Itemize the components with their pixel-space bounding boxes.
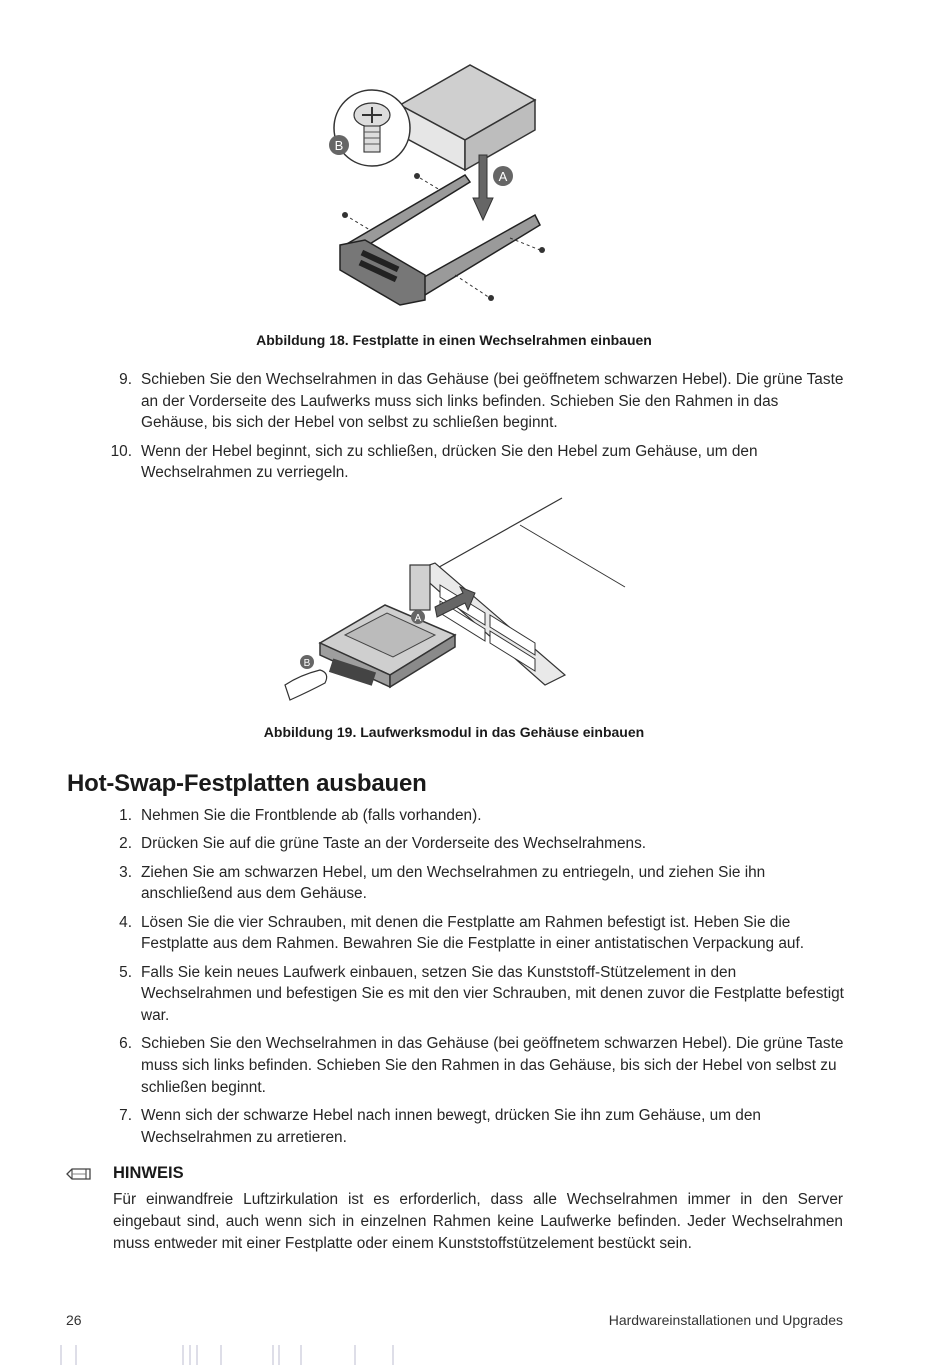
list-item (108, 805, 848, 827)
step-number: 6. (119, 1035, 132, 1053)
step-text: Schieben Sie den Wechselrahmen in das Gehäuse (bei geöffnetem schwarzen Hebel). Die grüne Taste muss sich links befinden. Schieben Sie den Rahmen in das Gehäuse, bis sich der Hebel von selbst zu schließen beginnt. (141, 1035, 844, 1096)
step-number: 10. (110, 442, 132, 460)
step-number: 1. (119, 807, 132, 824)
list-item (108, 441, 848, 484)
step-text: Wenn sich der schwarze Hebel nach innen bewegt, drücken Sie ihn zum Gehäuse, um den Wechselrahmen zu arretieren. (141, 1106, 761, 1146)
step-text: Lösen Sie die vier Schrauben, mit denen die Festplatte am Rahmen befestigt ist. Heben Sie die Festplatte aus dem Rahmen. Bewahren Sie die Festplatte in einer antistatischen Verpackung auf. (141, 913, 805, 953)
step-number: 2. (119, 835, 132, 853)
pencil-icon (66, 1166, 92, 1182)
figure-19-label-b: B (303, 658, 311, 669)
install-steps-list (108, 369, 848, 484)
list-item (108, 962, 848, 1027)
step-text: Nehmen Sie die Frontblende ab (falls vorhanden). (141, 807, 482, 824)
figure-18-caption: Abbildung 18. Festplatte in einen Wechselrahmen einbauen (256, 332, 652, 348)
step-text: Drücken Sie auf die grüne Taste an der Vorderseite des Wechselrahmens. (141, 835, 647, 853)
step-number: 5. (119, 963, 132, 981)
list-item (108, 862, 848, 905)
step-text: Ziehen Sie am schwarzen Hebel, um den Wechselrahmen zu entriegeln, und ziehen Sie ihn anschließend aus dem Gehäuse. (141, 863, 766, 903)
step-text: Falls Sie kein neues Laufwerk einbauen, setzen Sie das Kunststoff-Stützelement in den Wechselrahmen und befestigen Sie es mit den vier Schrauben, mit denen zuvor die Festplatte befestigt war. (141, 963, 844, 1024)
list-item (108, 1033, 848, 1098)
figure-19-label-a: A (414, 613, 422, 624)
note-title: HINWEIS (113, 1164, 184, 1182)
figure-18-label-b: B (334, 138, 344, 153)
figure-18-label-a: A (498, 169, 508, 184)
footer-section-title: Hardwareinstallationen und Upgrades (608, 1312, 843, 1328)
step-text: Wenn der Hebel beginnt, sich zu schließen, drücken Sie den Hebel zum Gehäuse, um den Wechselrahmen zu verriegeln. (141, 442, 758, 482)
list-item (108, 1105, 848, 1148)
figure-19-illustration (275, 495, 635, 710)
step-number: 3. (119, 863, 132, 881)
list-item (108, 912, 848, 955)
figure-19-caption: Abbildung 19. Laufwerksmodul in das Gehäuse einbauen (263, 724, 645, 740)
remove-steps-list (108, 805, 848, 1148)
note-text: Für einwandfreie Luftzirkulation ist es erforderlich, dass alle Wechselrahmen immer in den Server eingebaut sind, auch wenn sich in einzelnen Rahmen keine Laufwerke befinden. Jeder Wechselrahmen muss entweder mit einer Festplatte oder einem Kunststoffstützelement bestückt sein. (113, 1191, 843, 1252)
page-number: 26 (66, 1312, 82, 1328)
section-heading: Hot-Swap-Festplatten ausbauen (67, 770, 427, 797)
list-item (108, 369, 848, 434)
step-number: 9. (119, 371, 132, 388)
figure-18-illustration (325, 60, 555, 310)
step-number: 7. (119, 1106, 132, 1124)
scan-marks (55, 1345, 415, 1367)
step-number: 4. (119, 913, 132, 931)
step-text: Schieben Sie den Wechselrahmen in das Gehäuse (bei geöffnetem schwarzen Hebel). Die grüne Taste an der Vorderseite des Laufwerks muss sich links befinden. Schieben Sie den Rahmen in das Gehäuse, bis sich der Hebel von selbst zu schließen beginnt. (141, 371, 844, 432)
list-item (108, 833, 848, 855)
